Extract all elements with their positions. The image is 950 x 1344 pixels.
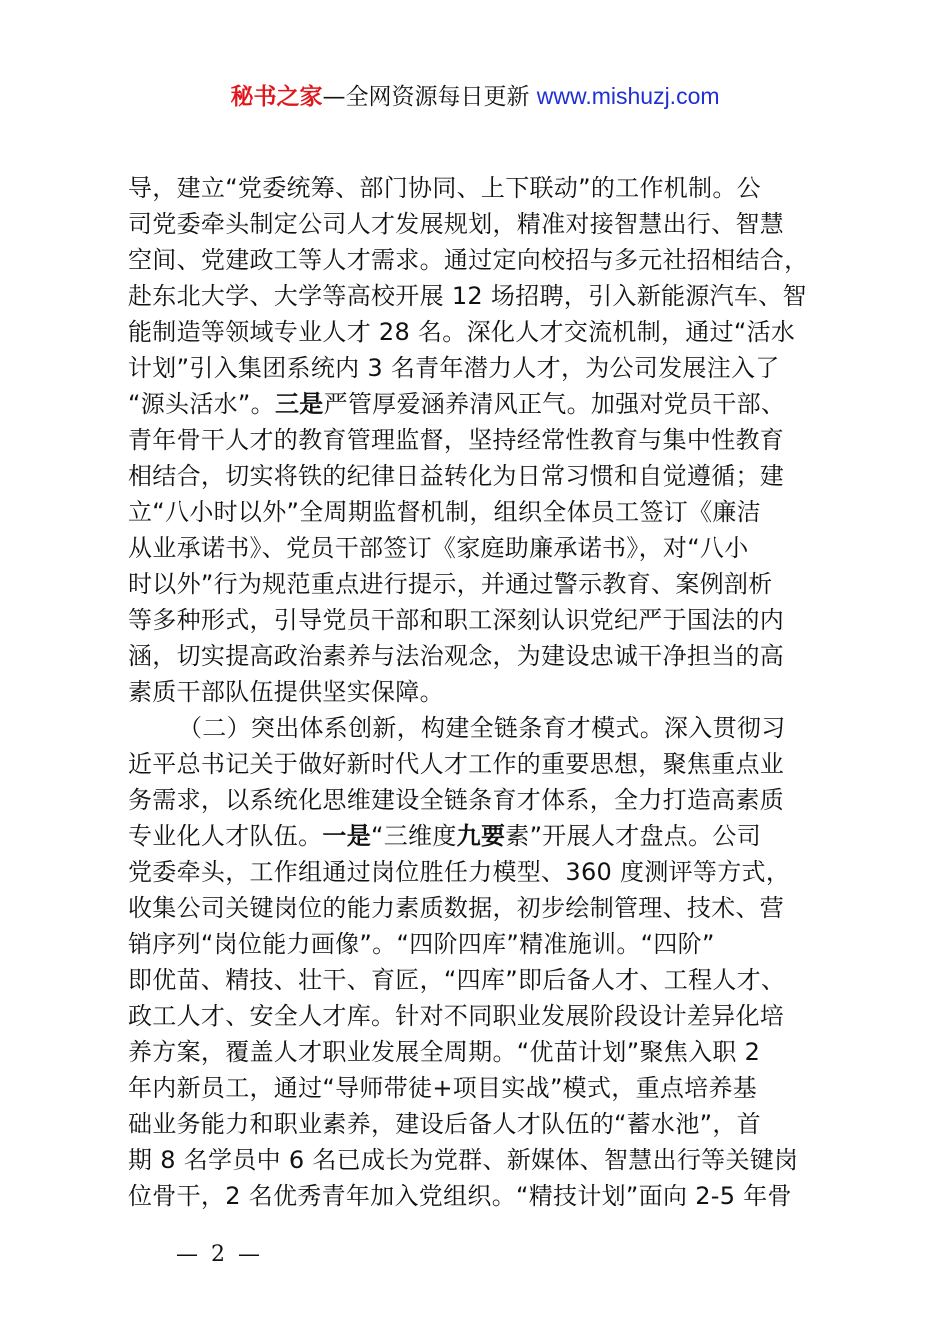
text-line: 年内新员工，通过“导师带徒+项目实战”模式，重点培养基 xyxy=(128,1074,758,1102)
text-line: 时以外”行为规范重点进行提示，并通过警示教育、案例剖析 xyxy=(128,570,773,598)
text-line: 党委牵头，工作组通过岗位胜任力模型、360 度测评等方式， xyxy=(128,858,791,886)
emphasis-label: 三是 xyxy=(274,390,324,418)
text-line: 养方案，覆盖人才职业发展全周期。“优苗计划”聚焦入职 2 xyxy=(128,1038,761,1066)
text-line: 青年骨干人才的教育管理监督，坚持经常性教育与集中性教育 xyxy=(128,426,785,454)
text-run: “源头活水”。 xyxy=(128,390,275,418)
text-line: 计划”引入集团系统内 3 名青年潜力人才，为公司发展注入了 xyxy=(128,354,780,382)
banner-tagline: —全网资源每日更新 xyxy=(322,84,537,110)
text-line: 从业承诺书》、党员干部签订《家庭助廉承诺书》，对“八小 xyxy=(128,534,749,562)
page-number: — 2 — xyxy=(176,1242,263,1267)
text-line: 期 8 名学员中 6 名已成长为党群、新媒体、智慧出行等关键岗 xyxy=(128,1146,799,1174)
text-line: 涵，切实提高政治素养与法治观念，为建设忠诚干净担当的高 xyxy=(128,642,785,670)
site-url[interactable]: www.mishuzj.com xyxy=(536,83,720,109)
text-line xyxy=(128,818,838,854)
text-line xyxy=(128,386,838,422)
text-run: 严管厚爱涵养清风正气。加强对党员干部、 xyxy=(323,390,786,418)
text-line: 赴东北大学、大学等高校开展 12 场招聘，引入新能源汽车、智 xyxy=(128,282,807,310)
text-line: 立“八小时以外”全周期监督机制，组织全体员工签订《廉洁 xyxy=(128,498,761,526)
text-line: 础业务能力和职业素养，建设后备人才队伍的“蓄水池”，首 xyxy=(128,1110,761,1138)
section-heading-line: （二）突出体系创新，构建全链条育才模式。深入贯彻习 xyxy=(178,714,786,742)
text-line: 销序列“岗位能力画像”。“四阶四库”精准施训。“四阶” xyxy=(128,930,715,958)
text-line: 近平总书记关于做好新时代人才工作的重要思想，聚焦重点业 xyxy=(128,750,785,778)
emphasis-label: 九要 xyxy=(456,822,506,850)
site-banner xyxy=(0,80,950,113)
text-line: 导，建立“党委统筹、部门协同、上下联动”的工作机制。公 xyxy=(128,174,761,202)
text-run: “三维度 xyxy=(371,822,457,850)
document-body xyxy=(128,170,838,1214)
text-line: 务需求，以系统化思维建设全链条育才体系，全力打造高素质 xyxy=(128,786,785,814)
text-line: 等多种形式，引导党员干部和职工深刻认识党纪严于国法的内 xyxy=(128,606,785,634)
text-line: 相结合，切实将铁的纪律日益转化为日常习惯和自觉遵循；建 xyxy=(128,462,785,490)
text-line: 素质干部队伍提供坚实保障。 xyxy=(128,678,444,706)
text-line: 能制造等领域专业人才 28 名。深化人才交流机制，通过“活水 xyxy=(128,318,796,346)
brand-name: 秘书之家 xyxy=(230,84,323,110)
text-line: 政工人才、安全人才库。针对不同职业发展阶段设计差异化培 xyxy=(128,1002,785,1030)
text-line: 收集公司关键岗位的能力素质数据，初步绘制管理、技术、营 xyxy=(128,894,785,922)
emphasis-label: 一是 xyxy=(322,822,372,850)
text-line: 位骨干，2 名优秀青年加入党组织。“精技计划”面向 2-5 年骨 xyxy=(128,1182,792,1210)
text-run: 素”开展人才盘点。公司 xyxy=(505,822,761,850)
text-line: 空间、党建政工等人才需求。通过定向校招与多元社招相结合， xyxy=(128,246,809,274)
text-run: 专业化人才队伍。 xyxy=(128,822,323,850)
text-line: 即优苗、精技、壮干、育匠，“四库”即后备人才、工程人才、 xyxy=(128,966,786,994)
text-line: 司党委牵头制定公司人才发展规划，精准对接智慧出行、智慧 xyxy=(128,210,785,238)
